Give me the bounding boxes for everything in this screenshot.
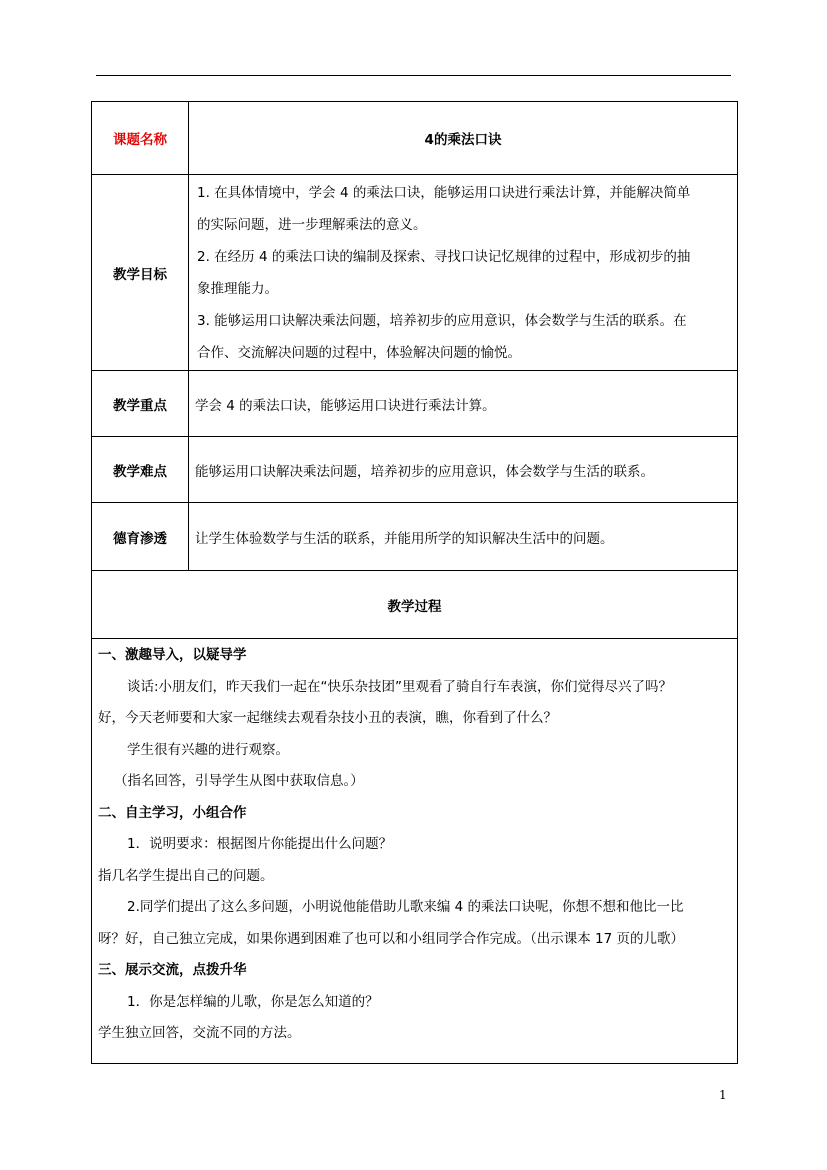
section-heading: 二、自主学习，小组合作 <box>98 804 247 821</box>
paragraph-line: 1．你是怎样编的儿歌，你是怎么知道的？ <box>127 993 379 1010</box>
objective-line: 合作、交流解决问题的过程中，体验解决问题的愉悦。 <box>197 344 521 361</box>
lesson-title: 4的乘法口诀 <box>189 102 738 175</box>
paragraph-line: 呀？好，自己独立完成，如果你遇到困难了也可以和小组同学合作完成。（出示课本 17 页的儿歌） <box>98 930 685 947</box>
process-title-row <box>92 571 738 639</box>
key-points-label: 教学重点 <box>92 371 189 437</box>
section-heading: 三、展示交流，点拨升华 <box>98 962 247 978</box>
paragraph-line: 1．说明要求：根据图片你能提出什么问题？ <box>127 836 393 852</box>
section-heading: 一、激趣导入，以疑导学 <box>98 647 247 663</box>
objective-line: 1. 在具体情境中，学会 4 的乘法口诀，能够运用口诀进行乘法计算，并能解决简单 <box>197 184 691 201</box>
paragraph-line: 谈话:小朋友们，昨天我们一起在“快乐杂技团”里观看了骑自行车表演，你们觉得尽兴了吗？ <box>127 678 673 695</box>
process-row <box>92 639 738 1064</box>
objective-line: 2. 在经历 4 的乘法口诀的编制及探索、寻找口诀记忆规律的过程中，形成初步的抽 <box>197 248 691 265</box>
paragraph-line: （指名回答，引导学生从图中获取信息。） <box>114 773 364 789</box>
page-number: 1 <box>719 1088 727 1102</box>
moral-row <box>92 503 738 571</box>
key-points-row <box>92 371 738 437</box>
lesson-plan-table <box>91 101 738 1064</box>
process-title: 教学过程 <box>92 571 738 639</box>
objective-line: 的实际问题，进一步理解乘法的意义。 <box>197 216 427 233</box>
objectives-content <box>189 175 738 371</box>
paragraph-line: 指几名学生提出自己的问题。 <box>98 867 274 884</box>
paragraph-line: 学生独立回答，交流不同的方法。 <box>98 1025 301 1041</box>
objectives-row <box>92 175 738 371</box>
key-points-content: 学会 4 的乘法口诀，能够运用口诀进行乘法计算。 <box>189 371 738 437</box>
difficulties-label: 教学难点 <box>92 437 189 503</box>
objectives-label: 教学目标 <box>92 175 189 371</box>
difficulties-content: 能够运用口诀解决乘法问题，培养初步的应用意识，体会数学与生活的联系。 <box>189 437 738 503</box>
objective-line: 3. 能够运用口诀解决乘法问题，培养初步的应用意识，体会数学与生活的联系。在 <box>197 312 687 329</box>
process-content <box>92 639 738 1064</box>
title-label: 课题名称 <box>92 102 189 175</box>
moral-content: 让学生体验数学与生活的联系，并能用所学的知识解决生活中的问题。 <box>189 503 738 571</box>
objective-line: 象推理能力。 <box>197 280 278 297</box>
title-row <box>92 102 738 175</box>
paragraph-line: 2.同学们提出了这么多问题，小明说他能借助儿歌来编 4 的乘法口诀呢，你想不想和他比一比 <box>127 899 684 915</box>
paragraph-line: 好，今天老师要和大家一起继续去观看杂技小丑的表演，瞧，你看到了什么？ <box>98 710 557 726</box>
moral-label: 德育渗透 <box>92 503 189 571</box>
paragraph-line: 学生很有兴趣的进行观察。 <box>127 741 289 758</box>
difficulties-row <box>92 437 738 503</box>
header-rule <box>96 75 731 76</box>
